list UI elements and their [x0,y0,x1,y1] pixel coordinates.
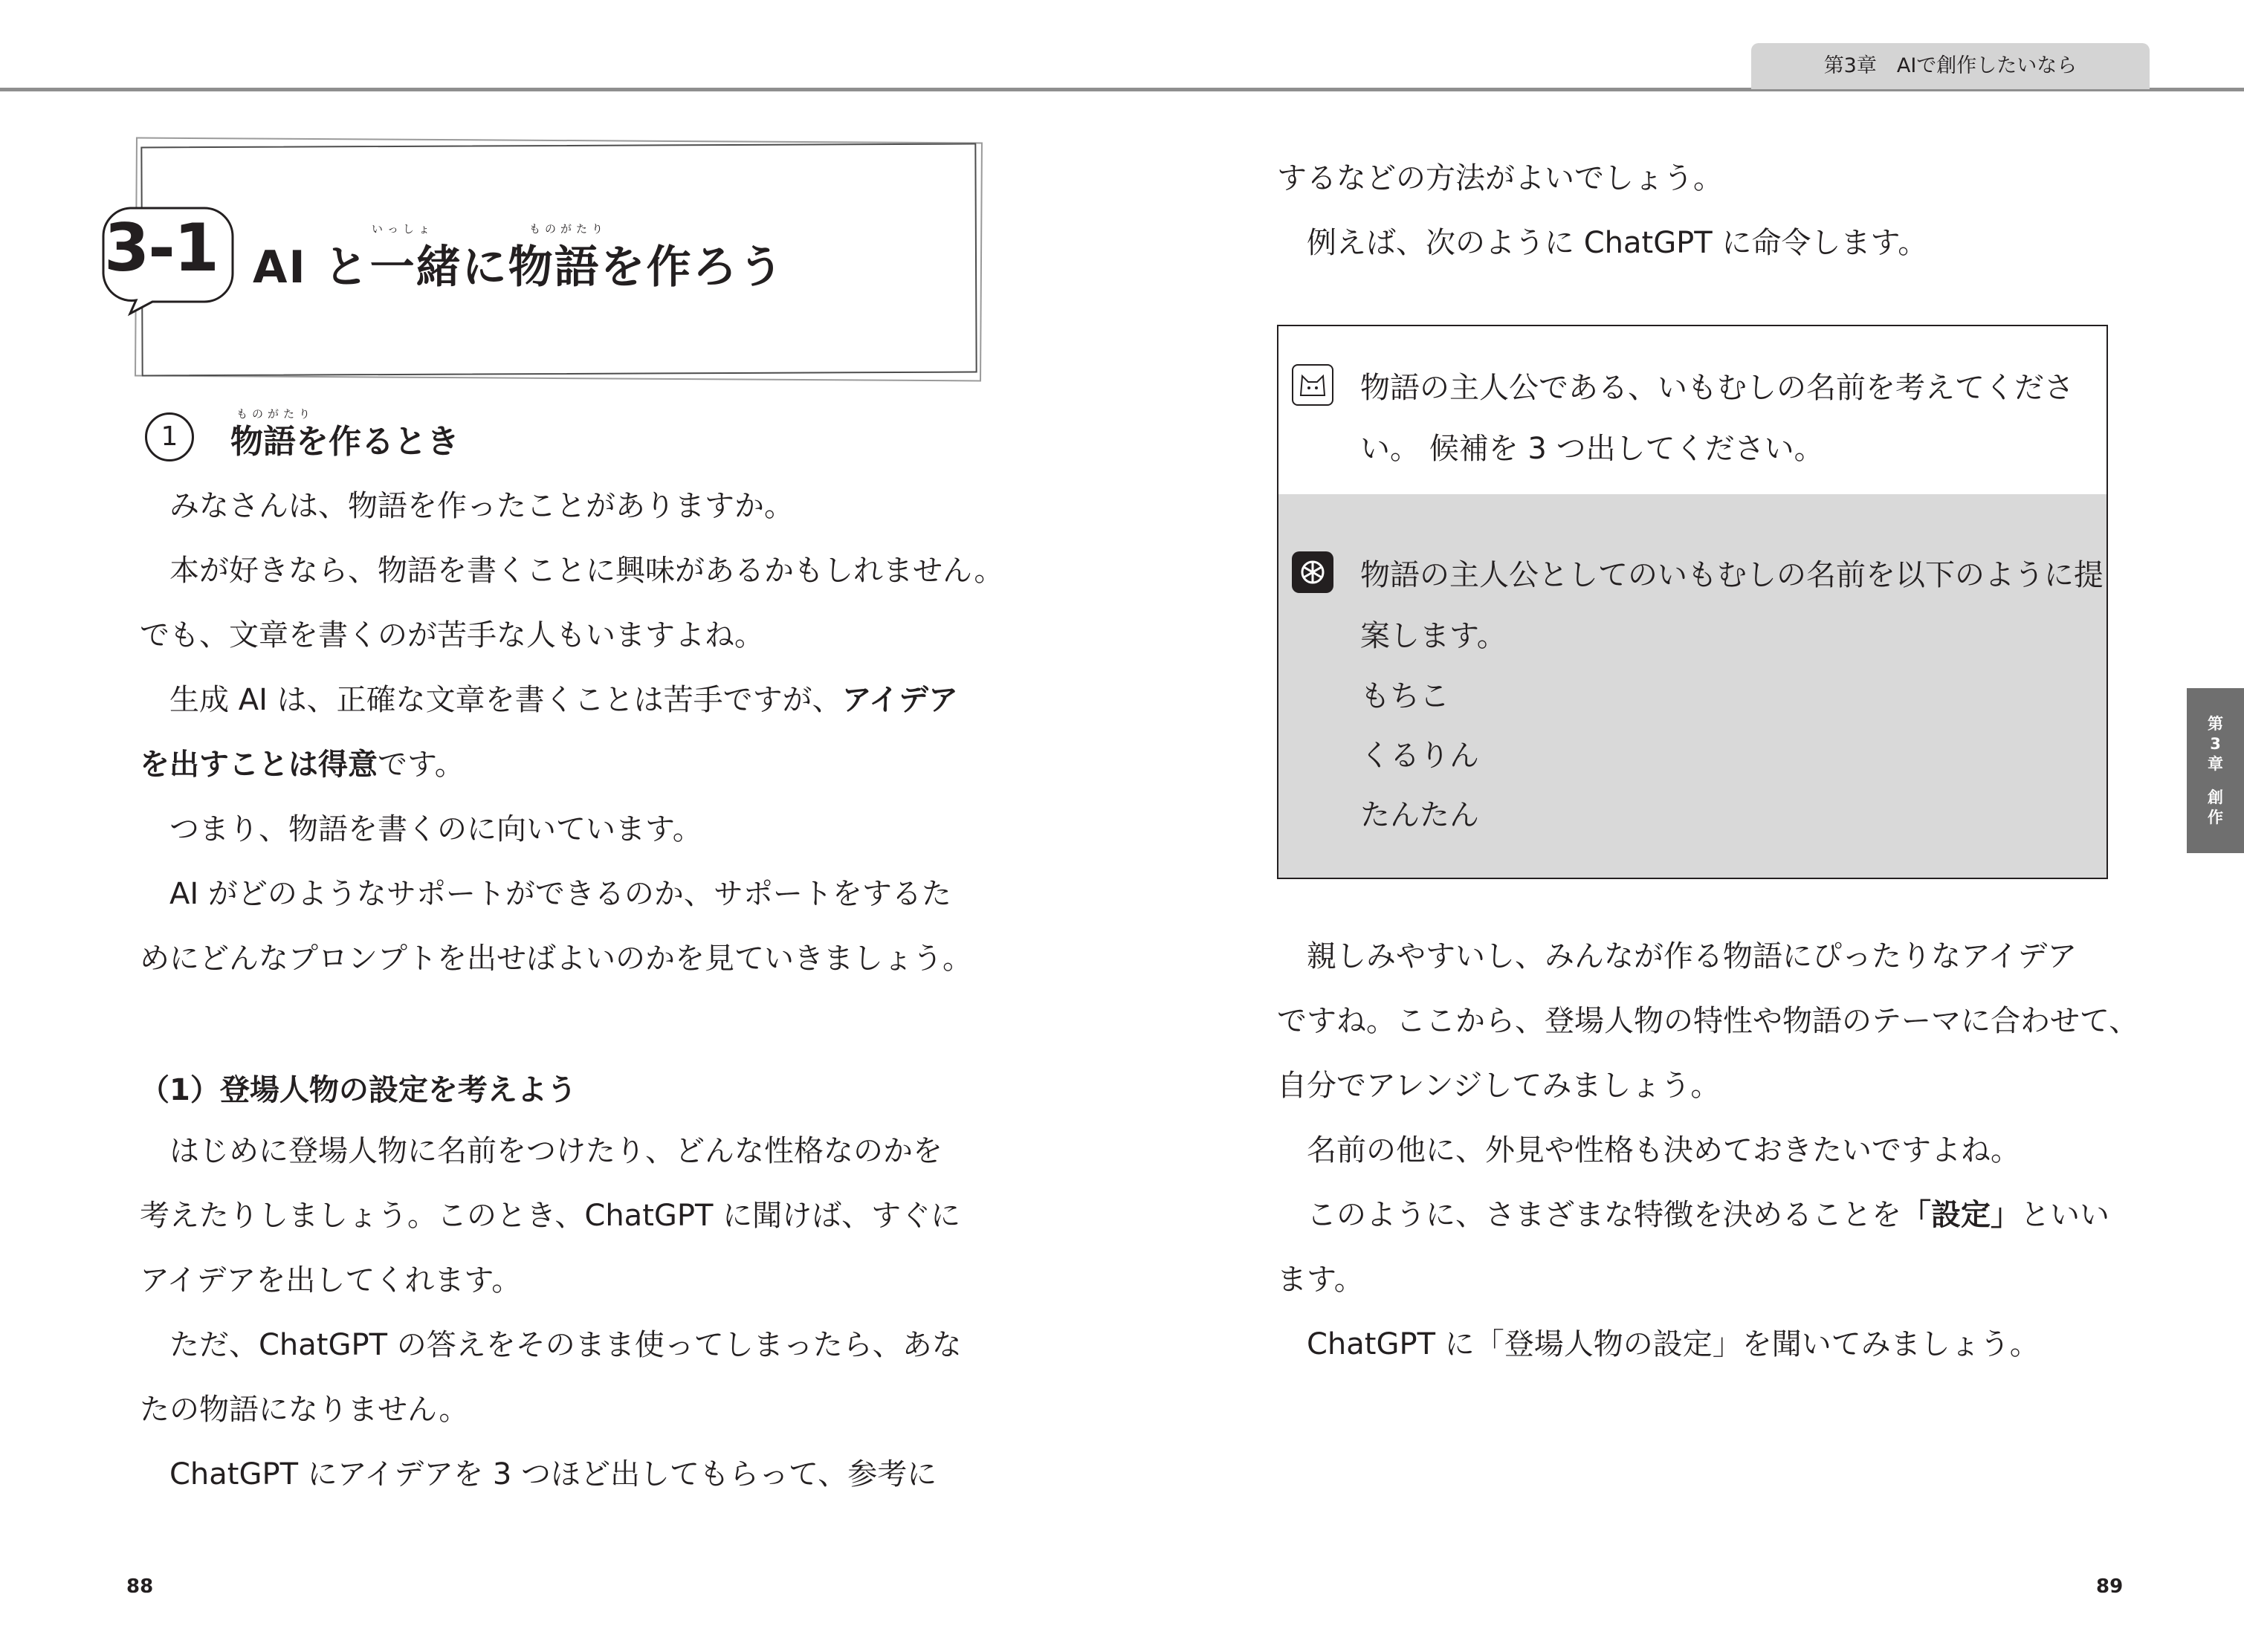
side-tab-char: 3 [2210,734,2221,753]
side-tab-char: 作 [2208,808,2223,826]
paragraph-line: 親しみやすいし、みんなが作る物語にぴったりなアイデア [1277,939,2078,974]
ruby: ものがたり [236,407,315,421]
section-heading: 物語を作るとき [230,423,459,461]
cat-icon [1292,364,1333,406]
side-tab-char: 第 [2208,714,2223,733]
paragraph-line: 名前の他に、外見や性格も決めておきたいですよね。 [1277,1133,2020,1167]
page-number-left: 88 [126,1575,154,1598]
paragraph-line: 例えば、次のように ChatGPT に命令します。 [1277,226,1928,260]
bold-text: アイデア [841,683,958,717]
text-span: です。 [378,748,465,782]
paragraph-line: 本が好きなら、物語を書くことに興味があるかもしれません。 [140,554,1004,588]
prompt-box [1277,325,2108,497]
paragraph-line: みなさんは、物語を作ったことがありますか。 [140,489,794,523]
paragraph-line: ですね。ここから、登場人物の特性や物語のテーマに合わせて、 [1277,1004,2139,1038]
paragraph-line: 考えたりしましょう。このとき、ChatGPT に聞けば、すぐに [140,1199,961,1233]
response-name: くるりん [1360,739,1479,773]
prompt-line: 物語の主人公である、いもむしの名前を考えてくださ [1360,371,2074,405]
paragraph-line: でも、文章を書くのが苦手な人もいますよね。 [140,618,764,652]
text-span: といい [2020,1198,2109,1232]
paragraph-line: AI がどのようなサポートができるのか、サポートをするた [140,877,951,911]
paragraph-line: めにどんなプロンプトを出せばよいのかを見ていきましょう。 [140,942,972,976]
paragraph-line: ChatGPT にアイデアを 3 つほど出してもらって、参考に [140,1457,937,1491]
side-tab-char: 創 [2208,788,2223,806]
section-number: 3-1 [104,210,218,286]
bold-text: 「設定」 [1901,1198,2020,1232]
section-number-badge: 1 [145,412,194,461]
paragraph-line: たの物語になりません。 [140,1393,469,1427]
chapter-tab: 第3章 AIで創作したいなら [1751,43,2150,89]
paragraph-line [140,680,958,720]
chatgpt-icon [1292,551,1333,593]
bold-text: を出すことは得意 [140,748,378,782]
paragraph-line: ChatGPT に「登場人物の設定」を聞いてみましょう。 [1277,1327,2040,1361]
ruby: ものがたり [529,222,608,236]
text-span: 生成 AI は、正確な文章を書くことは苦手ですが、 [140,683,842,717]
text-span: このように、さまざまな特徴を決めることを [1277,1198,1901,1232]
side-chapter-tab [2187,688,2244,853]
page-number-right: 89 [2096,1575,2124,1598]
paragraph-line: はじめに登場人物に名前をつけたり、どんな性格なのかを [140,1134,942,1168]
response-name: もちこ [1360,679,1449,713]
paragraph-line: するなどの方法がよいでしょう。 [1277,161,1723,195]
paragraph-line [140,745,465,785]
page-title: AI と一緒に物語を作ろう [253,242,785,294]
response-line: 案します。 [1360,619,1507,653]
paragraph-line: アイデアを出してくれます。 [140,1263,522,1298]
paragraph-line: ただ、ChatGPT の答えをそのまま使ってしまったら、あな [140,1328,962,1362]
ruby: いっしょ [372,222,435,236]
side-tab-char: 章 [2208,754,2223,773]
response-line: 物語の主人公としてのいもむしの名前を以下のように提 [1360,558,2104,592]
response-name: たんたん [1360,798,1479,832]
paragraph-line: ます。 [1277,1263,1364,1297]
paragraph-line [1277,1195,2109,1235]
subsection-heading: （1）登場人物の設定を考えよう [140,1073,577,1107]
paragraph-line: 自分でアレンジしてみましょう。 [1277,1069,1721,1103]
prompt-line: い。 候補を 3 つ出してください。 [1360,432,1824,466]
paragraph-line: つまり、物語を書くのに向いています。 [140,812,702,846]
